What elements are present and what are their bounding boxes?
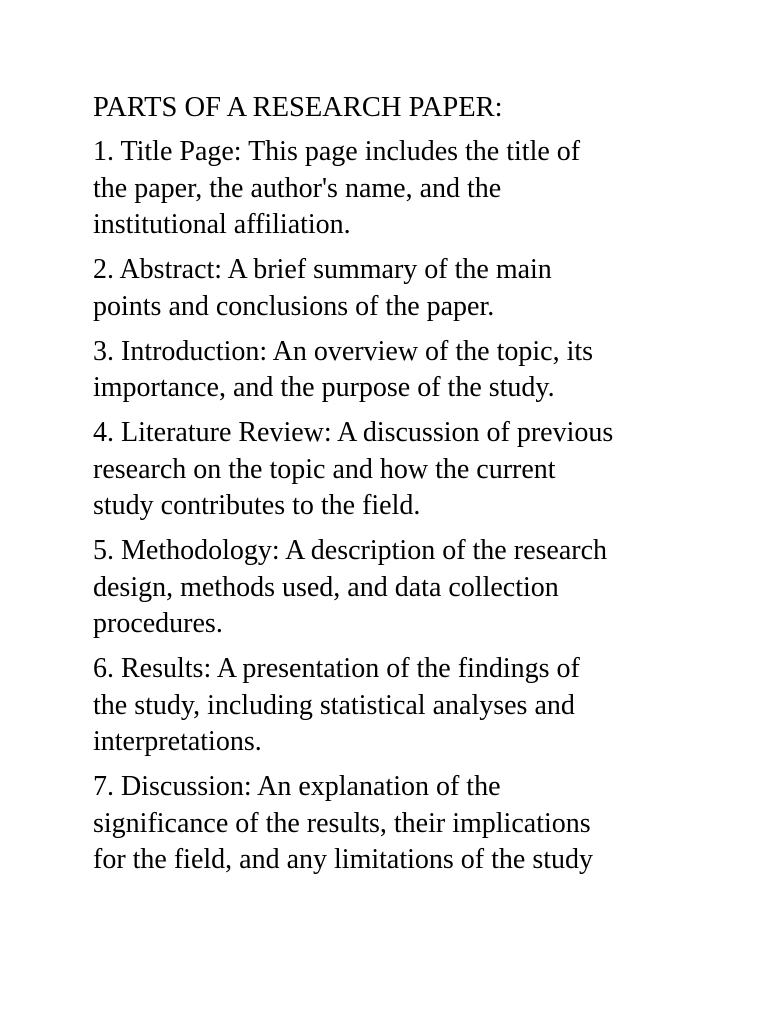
list-item-methodology: [93, 533, 693, 643]
text-line: significance of the results, their implications: [93, 807, 591, 839]
document-content: [93, 88, 693, 887]
list-item-abstract: [93, 252, 693, 325]
text-line: 5. Methodology: A description of the research: [93, 535, 607, 566]
text-line: points and conclusions of the paper.: [93, 290, 495, 322]
text-line: 1. Title Page: This page includes the title of: [93, 136, 581, 167]
text-line: procedures.: [93, 608, 223, 639]
text-line: 3. Introduction: An overview of the topic, its: [93, 335, 594, 367]
text-line: design, methods used, and data collection: [93, 571, 559, 603]
research-paper-parts-list: [93, 134, 693, 879]
text-line: study contributes to the field.: [93, 490, 421, 521]
list-item-literature-review: [93, 415, 693, 525]
list-item-title-page: [93, 134, 693, 244]
text-line: the study, including statistical analyses and: [93, 689, 575, 721]
text-line: research on the topic and how the current: [93, 453, 556, 485]
text-line: institutional affiliation.: [93, 209, 351, 240]
text-line: the paper, the author's name, and the: [93, 172, 502, 204]
text-line: 2. Abstract: A brief summary of the main: [93, 254, 552, 285]
text-line: interpretations.: [93, 726, 262, 757]
list-item-discussion: [93, 769, 693, 879]
document-title: PARTS OF A RESEARCH PAPER:: [93, 92, 503, 123]
list-item-results: [93, 651, 693, 761]
text-line: for the field, and any limitations of the study: [93, 844, 594, 875]
text-line: importance, and the purpose of the study.: [93, 372, 555, 403]
text-line: 4. Literature Review: A discussion of previous: [93, 417, 614, 448]
text-line: 6. Results: A presentation of the findings of: [93, 653, 580, 684]
list-item-introduction: [93, 334, 693, 407]
text-line: 7. Discussion: An explanation of the: [93, 771, 501, 802]
